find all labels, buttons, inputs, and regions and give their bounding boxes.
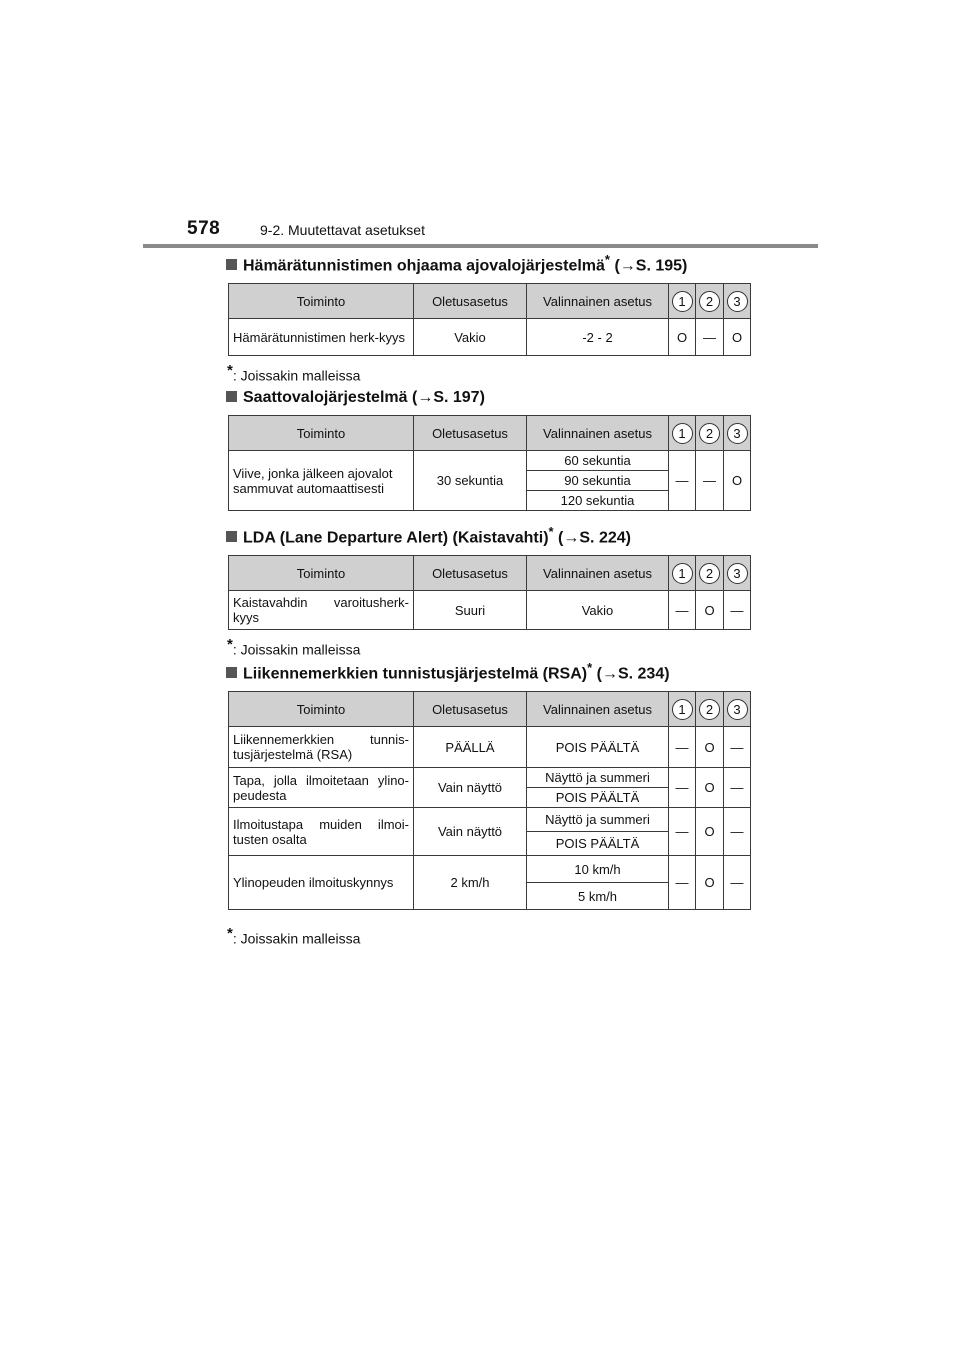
section-title-text: Hämärätunnistimen ohjaama ajovalojärjestelmä <box>243 257 605 275</box>
footnote-text: : Joissakin malleissa <box>232 930 361 947</box>
header-function: Toiminto <box>229 692 414 727</box>
asterisk-mark: * <box>548 524 554 539</box>
section-title-text: Saattovalojärjestelmä <box>243 389 408 406</box>
section-title-headlight-delay <box>226 389 485 407</box>
cell-method-1: — <box>669 451 696 511</box>
cell-method-1: — <box>669 591 696 630</box>
table-header-row <box>229 416 751 451</box>
header-method-2 <box>696 416 724 451</box>
table-row <box>229 319 751 356</box>
cell-default: Vain näyttö <box>414 808 527 856</box>
footnote <box>227 925 360 947</box>
cell-default: 2 km/h <box>414 856 527 910</box>
page-reference: (→S. 234) <box>596 665 670 683</box>
table-row <box>229 451 751 471</box>
cell-optional: 5 km/h <box>527 883 669 910</box>
cell-optional: POIS PÄÄLTÄ <box>527 788 669 808</box>
settings-table-headlight-delay <box>228 415 751 511</box>
header-default: Oletusasetus <box>414 556 527 591</box>
section-title-text: Liikennemerkkien tunnistusjärjestelmä (RSA) <box>243 665 588 683</box>
cell-method-3: — <box>724 808 751 856</box>
circled-number-2: 2 <box>699 423 720 444</box>
cell-method-2: — <box>696 451 724 511</box>
circled-number-1: 1 <box>672 563 693 584</box>
cell-default: Vain näyttö <box>414 768 527 808</box>
cell-method-1: — <box>669 768 696 808</box>
header-method-1 <box>669 556 696 591</box>
cell-method-2: — <box>696 319 724 356</box>
cell-function: Hämärätunnistimen herk-kyys <box>229 319 414 356</box>
cell-function: Tapa, jolla ilmoitetaan ylino-peudesta <box>229 768 414 808</box>
header-optional: Valinnainen asetus <box>527 416 669 451</box>
cell-optional: Näyttö ja summeri <box>527 768 669 788</box>
circled-number-2: 2 <box>699 563 720 584</box>
page-reference: (→S. 224) <box>558 529 631 547</box>
circled-number-2: 2 <box>699 699 720 720</box>
page-header <box>0 0 960 250</box>
table-row <box>229 808 751 832</box>
cell-method-1: — <box>669 808 696 856</box>
square-bullet-icon <box>226 667 237 678</box>
cell-method-2: O <box>696 808 724 856</box>
cell-optional: Näyttö ja summeri <box>527 808 669 832</box>
settings-table-road-sign-assist <box>228 691 751 910</box>
cell-default: Suuri <box>414 591 527 630</box>
cell-optional: 60 sekuntia <box>527 451 669 471</box>
cell-default: Vakio <box>414 319 527 356</box>
header-divider <box>143 244 818 248</box>
footnote-text: : Joissakin malleissa <box>232 641 361 658</box>
header-default: Oletusasetus <box>414 692 527 727</box>
header-optional: Valinnainen asetus <box>527 692 669 727</box>
header-method-2 <box>696 284 724 319</box>
cell-method-2: O <box>696 768 724 808</box>
cell-default: 30 sekuntia <box>414 451 527 511</box>
table-row <box>229 856 751 883</box>
section-title-lane-departure <box>226 524 631 547</box>
asterisk-mark: * <box>227 636 233 653</box>
asterisk-mark: * <box>604 252 610 267</box>
circled-number-2: 2 <box>699 291 720 312</box>
header-function: Toiminto <box>229 556 414 591</box>
square-bullet-icon <box>226 391 237 402</box>
header-method-3 <box>724 284 751 319</box>
footnote <box>227 636 360 658</box>
asterisk-mark: * <box>587 660 593 675</box>
asterisk-mark: * <box>227 362 233 379</box>
settings-table-lane-departure <box>228 555 751 630</box>
asterisk-mark: * <box>227 925 233 942</box>
circled-number-3: 3 <box>727 291 748 312</box>
cell-optional: 10 km/h <box>527 856 669 883</box>
cell-function: Viive, jonka jälkeen ajovalot sammuvat automaattisesti <box>229 451 414 511</box>
square-bullet-icon <box>226 531 237 542</box>
cell-method-1: O <box>669 319 696 356</box>
section-title-twilight-sensor <box>226 252 687 275</box>
cell-function: Liikennemerkkien tunnis-tusjärjestelmä (RSA) <box>229 727 414 768</box>
header-default: Oletusasetus <box>414 416 527 451</box>
cell-function: Kaistavahdin varoitusherk-kyys <box>229 591 414 630</box>
header-method-2 <box>696 556 724 591</box>
cell-method-3: O <box>724 451 751 511</box>
cell-method-3: — <box>724 856 751 910</box>
cell-method-3: — <box>724 591 751 630</box>
cell-method-3: O <box>724 319 751 356</box>
circled-number-1: 1 <box>672 423 693 444</box>
header-method-2 <box>696 692 724 727</box>
cell-method-2: O <box>696 856 724 910</box>
page-reference: (→S. 195) <box>614 257 688 275</box>
circled-number-3: 3 <box>727 423 748 444</box>
cell-optional: 90 sekuntia <box>527 471 669 491</box>
cell-method-2: O <box>696 591 724 630</box>
circled-number-3: 3 <box>727 699 748 720</box>
footnote <box>227 362 360 384</box>
header-method-3 <box>724 416 751 451</box>
cell-method-3: — <box>724 727 751 768</box>
circled-number-3: 3 <box>727 563 748 584</box>
cell-method-3: — <box>724 768 751 808</box>
table-row <box>229 727 751 768</box>
header-default: Oletusasetus <box>414 284 527 319</box>
header-method-3 <box>724 556 751 591</box>
square-bullet-icon <box>226 259 237 270</box>
settings-table-twilight-sensor <box>228 283 751 356</box>
table-row <box>229 591 751 630</box>
header-method-1 <box>669 416 696 451</box>
table-header-row <box>229 284 751 319</box>
page-number: 578 <box>187 218 221 239</box>
cell-optional: 120 sekuntia <box>527 491 669 511</box>
cell-default: PÄÄLLÄ <box>414 727 527 768</box>
table-header-row <box>229 692 751 727</box>
table-row <box>229 768 751 788</box>
cell-method-1: — <box>669 856 696 910</box>
header-optional: Valinnainen asetus <box>527 284 669 319</box>
circled-number-1: 1 <box>672 291 693 312</box>
cell-optional: POIS PÄÄLTÄ <box>527 832 669 856</box>
cell-optional: POIS PÄÄLTÄ <box>527 727 669 768</box>
header-method-3 <box>724 692 751 727</box>
section-title-text: LDA (Lane Departure Alert) (Kaistavahti) <box>243 529 549 547</box>
page-reference: (→S. 197) <box>411 389 485 406</box>
cell-function: Ylinopeuden ilmoituskynnys <box>229 856 414 910</box>
circled-number-1: 1 <box>672 699 693 720</box>
cell-optional: Vakio <box>527 591 669 630</box>
cell-optional: -2 - 2 <box>527 319 669 356</box>
cell-method-2: O <box>696 727 724 768</box>
cell-function: Ilmoitustapa muiden ilmoi-tusten osalta <box>229 808 414 856</box>
chapter-title: 9-2. Muutettavat asetukset <box>260 222 425 238</box>
header-method-1 <box>669 692 696 727</box>
cell-method-1: — <box>669 727 696 768</box>
table-header-row <box>229 556 751 591</box>
footnote-text: : Joissakin malleissa <box>232 367 361 384</box>
section-title-road-sign-assist <box>226 660 670 683</box>
header-method-1 <box>669 284 696 319</box>
header-function: Toiminto <box>229 416 414 451</box>
header-function: Toiminto <box>229 284 414 319</box>
header-optional: Valinnainen asetus <box>527 556 669 591</box>
